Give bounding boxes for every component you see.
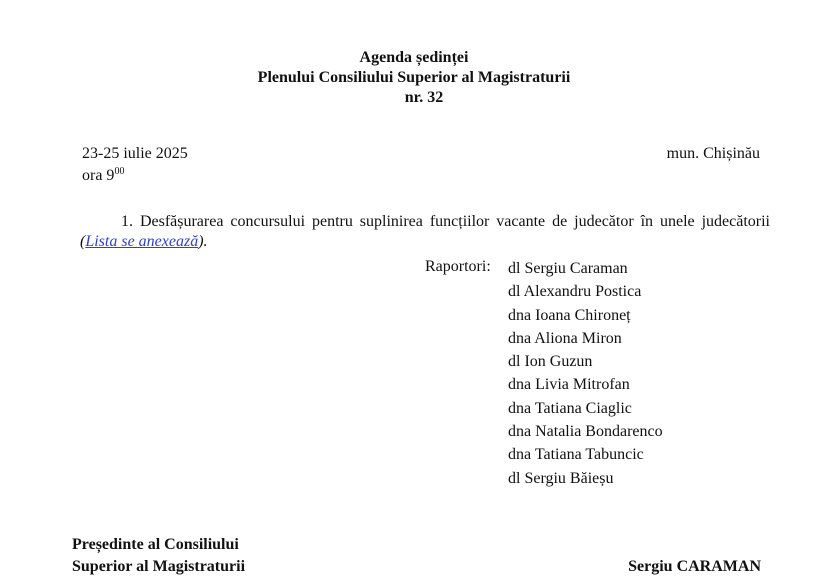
raportor-name: dl Alexandru Postica	[508, 283, 642, 301]
paren-open: (	[80, 233, 86, 250]
raportor-name: dl Sergiu Caraman	[508, 260, 628, 277]
raportor-name: dna Ioana Chironeț	[508, 306, 631, 324]
raportor-name: dna Tatiana Tabuncic	[508, 446, 644, 464]
meeting-time	[82, 162, 124, 186]
raportori-list	[508, 257, 663, 490]
agenda-item-1	[80, 212, 770, 252]
signatory-name: Sergiu CARAMAN	[628, 558, 761, 575]
signatory-title-line1: Președinte al Consiliului	[72, 536, 239, 553]
meeting-time-hour: ora 9	[82, 167, 115, 184]
meeting-time-minutes: 00	[114, 166, 125, 177]
raportor-name: dl Ion Guzun	[508, 353, 593, 371]
agenda-item-1-text: 1. Desfășurarea concursului pentru suplinirea funcțiilor vacante de judecător în unele judecătorii	[121, 213, 770, 230]
paren-close: ).	[198, 233, 208, 250]
raportor-name: dna Aliona Miron	[508, 329, 622, 347]
raportor-name: dna Tatiana Ciaglic	[508, 399, 632, 417]
agenda-subtitle: Plenului Consiliului Superior al Magistraturii	[257, 69, 571, 86]
agenda-number: nr. 32	[404, 89, 444, 106]
raportor-name: dna Natalia Bondarenco	[508, 423, 663, 441]
meeting-date: 23-25 iulie 2025	[82, 145, 188, 162]
annex-link[interactable]: Lista se anexează	[85, 233, 199, 250]
raportor-name: dna Livia Mitrofan	[508, 376, 630, 394]
raportori-label: Raportori:	[425, 258, 491, 275]
meeting-location: mun. Chișinău	[666, 145, 760, 162]
raportor-name: dl Sergiu Băieșu	[508, 469, 614, 487]
agenda-title: Agenda ședinței	[359, 49, 469, 66]
signatory-title-line2: Superior al Magistraturii	[72, 558, 246, 575]
